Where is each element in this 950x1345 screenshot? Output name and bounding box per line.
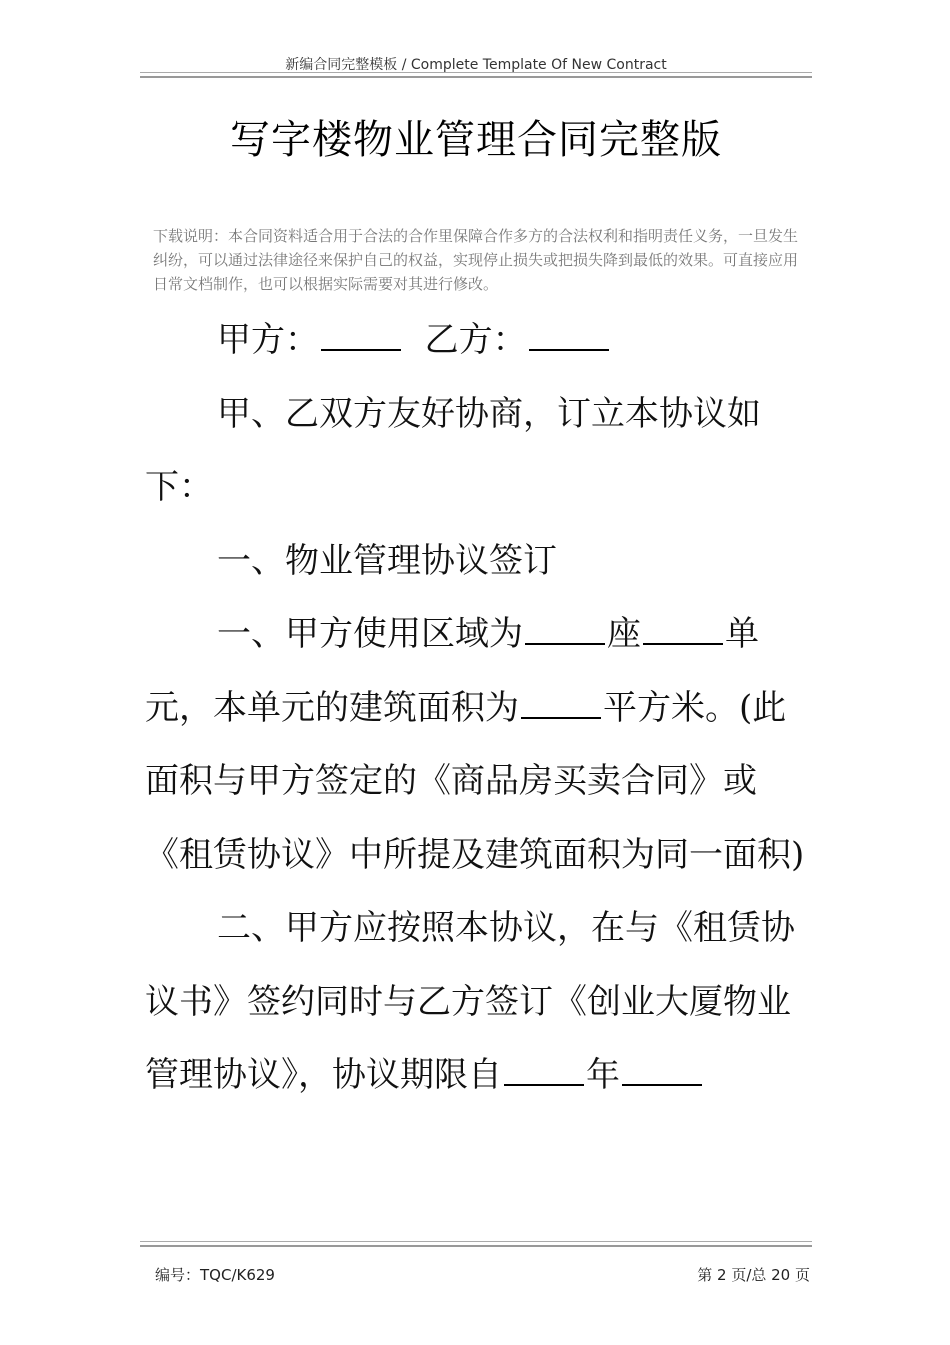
clause-1-text-d: 平方米。(此面积与甲方签定的《商品房买卖合同》或《租赁协议》中所提及建筑面积为同一面积)	[145, 687, 805, 875]
clause-2-text-a: 二、甲方应按照本协议，在与《租赁协议书》签约同时与乙方签订《创业大厦物业管理协议》，协议期限自	[145, 908, 795, 1095]
clause-2-text-b: 年	[586, 1055, 620, 1095]
unit-blank	[643, 615, 723, 645]
party-a-blank	[321, 321, 401, 351]
clause-1-text-a: 一、甲方使用区域为	[217, 614, 523, 654]
document-title: 写字楼物业管理合同完整版	[230, 117, 722, 163]
page-number: 第 2 页/总 20 页	[697, 1266, 810, 1284]
party-b-label: 乙方：	[424, 320, 527, 360]
area-blank	[521, 689, 601, 719]
building-blank	[525, 615, 605, 645]
clause-2	[145, 892, 815, 1113]
parties-line	[145, 304, 815, 378]
header-divider	[140, 72, 812, 78]
footer-divider	[140, 1241, 812, 1247]
document-code: 编号：TQC/K629	[155, 1266, 275, 1284]
page-header: 新编合同完整模板 / Complete Template Of New Contract	[285, 57, 667, 73]
clause-1-text-b: 座	[607, 614, 641, 654]
clause-1	[145, 598, 815, 892]
section-heading: 一、物业管理协议签订	[217, 540, 557, 581]
party-b-blank	[529, 321, 609, 351]
start-month-blank	[622, 1056, 702, 1086]
contract-body	[145, 304, 815, 1113]
party-a-label: 甲方：	[217, 320, 319, 360]
download-note: 下载说明：本合同资料适合用于合法的合作里保障合作多方的合法权利和指明责任义务，一旦发生纠纷，可以通过法律途径来保护自己的权益，实现停止损失或把损失降到最低的效果。可直接应用日常文档制作，也可以根据实际需要对其进行修改。	[153, 227, 799, 293]
clause-1-text-c: 单元，本单元的建筑面积为	[145, 614, 759, 728]
intro-paragraph: 甲、乙双方友好协商，订立本协议如下：	[145, 393, 761, 507]
start-year-blank	[504, 1056, 584, 1086]
